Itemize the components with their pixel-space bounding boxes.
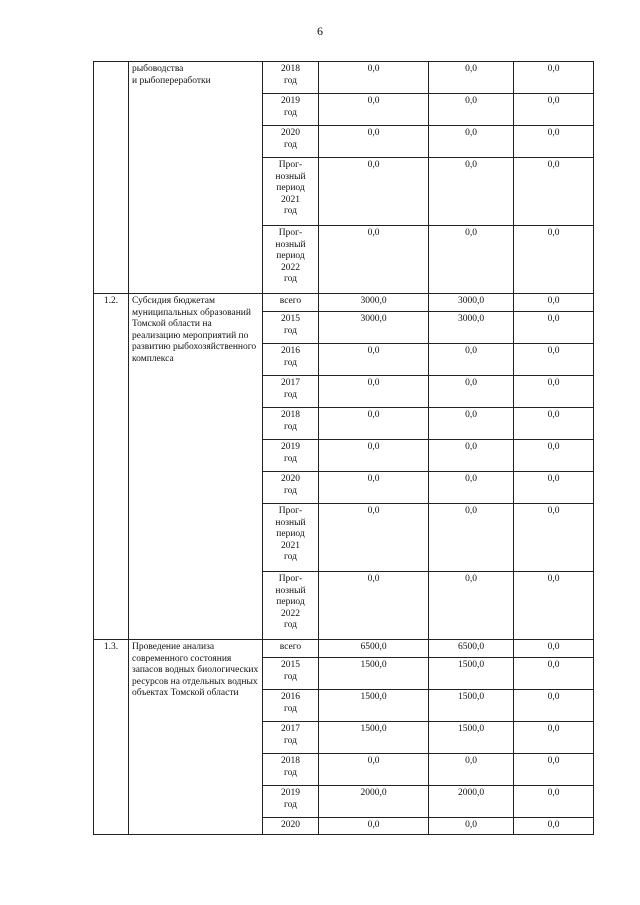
table-row [94,62,594,94]
value-text: 0,0 [367,96,380,106]
value-text: 0,0 [367,228,380,238]
value-text: 1500,0 [360,660,387,670]
value-text: 2000,0 [457,788,485,798]
value-text: 0,0 [547,788,560,798]
value-text: 0,0 [465,474,477,484]
period-cell: Прог- нозный период 2022 год [263,572,319,640]
section-name: Субсидия бюджетам муниципальных образований Томской области на реализацию мероприятий по развитию рыбохозяйственного комплекса [129,294,263,640]
value-text: 0,0 [465,820,477,830]
period-cell: 2019 год [263,786,319,818]
value-text: 0,0 [547,442,560,452]
period-cell: Прог- нозный период 2021 год [263,504,319,572]
value-cell-v2 [429,690,514,722]
value-cell-v1 [319,472,429,504]
value-text: 0,0 [547,660,560,670]
value-cell-v2 [429,62,514,94]
value-cell-v3 [514,158,594,226]
value-cell-v3 [514,344,594,376]
period-cell: 2016 год [263,690,319,722]
value-cell-v3 [514,690,594,722]
value-text: 3000,0 [360,296,387,306]
value-cell-v2 [429,376,514,408]
period-cell: 2019 год [263,94,319,126]
value-text: 0,0 [465,574,477,584]
value-cell-v2 [429,504,514,572]
value-cell-v3 [514,572,594,640]
value-text: 0,0 [547,820,560,830]
value-cell-v3 [514,818,594,835]
value-text: 0,0 [367,378,380,388]
value-cell-v1 [319,818,429,835]
value-text: 0,0 [547,228,560,238]
value-cell-v2 [429,818,514,835]
value-text: 0,0 [465,506,477,516]
value-text: 0,0 [367,346,380,356]
section-number: 1.2. [94,294,129,640]
value-cell-v1 [319,640,429,658]
value-text: 0,0 [465,756,477,766]
table-body [94,62,594,835]
value-cell-v3 [514,226,594,294]
value-cell-v1 [319,294,429,312]
period-cell: 2018 год [263,754,319,786]
value-text: 0,0 [367,442,380,452]
period-cell: Прог- нозный период 2021 год [263,158,319,226]
period-cell: 2018 год [263,408,319,440]
section-name: рыбоводства и рыбопереработки [129,62,263,294]
value-text: 3000,0 [457,296,485,306]
value-text: 0,0 [547,296,560,306]
value-cell-v2 [429,158,514,226]
value-cell-v1 [319,376,429,408]
value-text: 1500,0 [360,692,387,702]
value-cell-v3 [514,640,594,658]
value-text: 0,0 [367,410,380,420]
value-text: 0,0 [547,96,560,106]
value-cell-v3 [514,126,594,158]
value-text: 0,0 [367,160,380,170]
value-text: 2000,0 [360,788,387,798]
period-cell: 2018 год [263,62,319,94]
value-text: 0,0 [367,128,380,138]
period-cell: Прог- нозный период 2022 год [263,226,319,294]
value-cell-v3 [514,376,594,408]
value-cell-v2 [429,408,514,440]
value-cell-v3 [514,312,594,344]
value-text: 0,0 [547,346,560,356]
value-cell-v2 [429,640,514,658]
section-number [94,62,129,294]
period-cell: всего [263,640,319,658]
value-cell-v3 [514,472,594,504]
value-cell-v1 [319,226,429,294]
value-cell-v2 [429,658,514,690]
value-cell-v2 [429,226,514,294]
value-cell-v2 [429,312,514,344]
value-text: 0,0 [547,756,560,766]
value-text: 6500,0 [360,642,387,652]
value-text: 0,0 [465,96,477,106]
period-cell: 2019 год [263,440,319,472]
period-cell: 2017 год [263,376,319,408]
period-cell: 2020 год [263,126,319,158]
value-text: 0,0 [547,474,560,484]
section-name: Проведение анализа современного состояния запасов водных биологических ресурсов на отдельных водных объектах Томской области [129,640,263,835]
value-cell-v2 [429,572,514,640]
value-cell-v3 [514,658,594,690]
value-cell-v2 [429,126,514,158]
value-cell-v2 [429,722,514,754]
period-cell: всего [263,294,319,312]
value-cell-v1 [319,62,429,94]
value-cell-v1 [319,690,429,722]
value-text: 3000,0 [360,314,387,324]
value-cell-v1 [319,94,429,126]
value-text: 1500,0 [457,660,485,670]
value-text: 1500,0 [457,724,485,734]
value-cell-v2 [429,294,514,312]
value-text: 3000,0 [457,314,485,324]
period-cell: 2017 год [263,722,319,754]
table-row [94,294,594,312]
value-cell-v2 [429,472,514,504]
value-cell-v1 [319,786,429,818]
value-cell-v3 [514,722,594,754]
value-cell-v1 [319,408,429,440]
period-cell: 2016 год [263,344,319,376]
value-cell-v1 [319,440,429,472]
value-cell-v1 [319,722,429,754]
period-cell: 2020 [263,818,319,835]
value-text: 0,0 [465,64,477,74]
value-cell-v3 [514,62,594,94]
table-row [94,640,594,658]
value-cell-v1 [319,504,429,572]
value-text: 0,0 [367,756,380,766]
value-cell-v1 [319,344,429,376]
value-cell-v2 [429,344,514,376]
value-cell-v1 [319,572,429,640]
value-text: 0,0 [367,820,380,830]
value-cell-v3 [514,408,594,440]
value-cell-v1 [319,312,429,344]
page-number: 6 [317,24,323,38]
value-cell-v2 [429,786,514,818]
value-cell-v3 [514,440,594,472]
value-text: 0,0 [547,506,560,516]
value-text: 0,0 [465,228,477,238]
value-cell-v3 [514,754,594,786]
value-cell-v2 [429,94,514,126]
period-cell: 2020 год [263,472,319,504]
value-text: 0,0 [465,346,477,356]
value-text: 0,0 [465,410,477,420]
value-text: 0,0 [367,506,380,516]
value-cell-v2 [429,754,514,786]
value-cell-v3 [514,94,594,126]
value-cell-v1 [319,126,429,158]
period-cell: 2015 год [263,312,319,344]
value-text: 0,0 [547,692,560,702]
value-text: 0,0 [547,378,560,388]
period-cell: 2015 год [263,658,319,690]
value-cell-v3 [514,786,594,818]
value-text: 0,0 [465,378,477,388]
value-text: 0,0 [465,160,477,170]
value-text: 0,0 [547,642,560,652]
value-cell-v1 [319,158,429,226]
value-text: 0,0 [367,574,380,584]
value-cell-v1 [319,658,429,690]
value-text: 0,0 [547,410,560,420]
value-text: 0,0 [465,128,477,138]
value-text: 0,0 [547,314,560,324]
value-cell-v3 [514,504,594,572]
value-text: 0,0 [367,64,380,74]
value-text: 0,0 [547,128,560,138]
value-text: 0,0 [465,442,477,452]
value-text: 0,0 [547,574,560,584]
value-text: 6500,0 [457,642,485,652]
value-text: 1500,0 [457,692,485,702]
value-text: 0,0 [367,474,380,484]
budget-table [93,61,594,835]
value-cell-v3 [514,294,594,312]
value-text: 0,0 [547,64,560,74]
section-number: 1.3. [94,640,129,835]
value-text: 0,0 [547,160,560,170]
value-text: 1500,0 [360,724,387,734]
value-cell-v1 [319,754,429,786]
value-cell-v2 [429,440,514,472]
value-text: 0,0 [547,724,560,734]
